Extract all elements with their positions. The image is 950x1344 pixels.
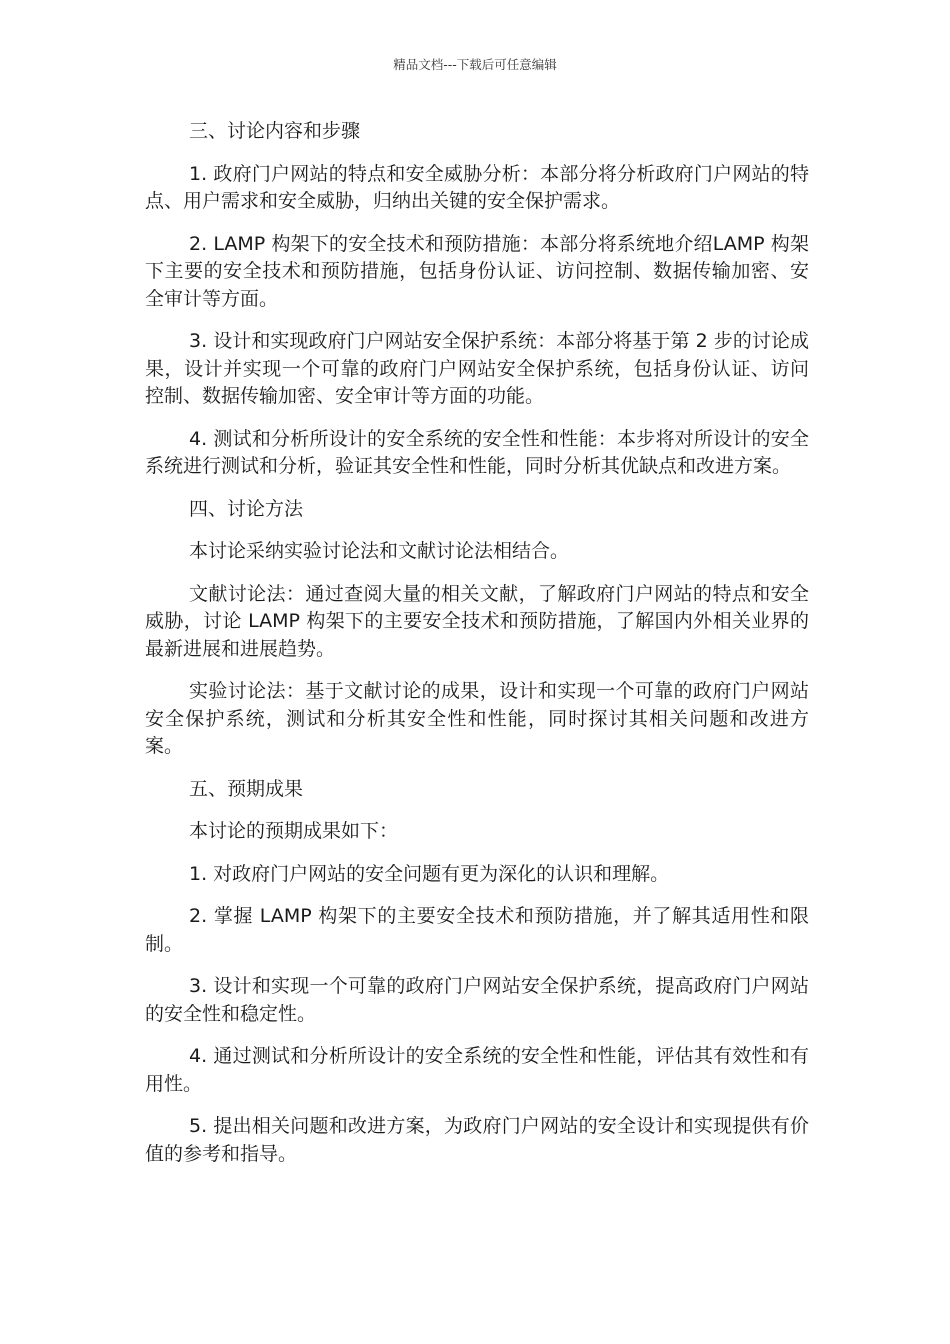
paragraph-results-intro: 本讨论的预期成果如下： bbox=[189, 820, 399, 842]
paragraph-experimental-method: 实验讨论法：基于文献讨论的成果，设计和实现一个可靠的政府门户网站安全保护系统，测试和分析其安全性和性能，同时探讨其相关问题和改进方案。 bbox=[145, 680, 809, 757]
paragraph-step-4: 4. 测试和分析所设计的安全系统的安全性和性能：本步将对所设计的安全系统进行测试和分析，验证其安全性和性能，同时分析其优缺点和改进方案。 bbox=[145, 427, 809, 477]
paragraph-result-4: 4. 通过测试和分析所设计的安全系统的安全性和性能，评估其有效性和有用性。 bbox=[145, 1045, 809, 1095]
section-heading-expected-results: 五、预期成果 bbox=[189, 777, 304, 800]
paragraph-literature-method: 文献讨论法：通过查阅大量的相关文献，了解政府门户网站的特点和安全威胁，讨论 LAMP 构架下的主要安全技术和预防措施，了解国内外相关业界的最新进展和进展趋势。 bbox=[145, 582, 809, 660]
paragraph-result-2: 2. 掌握 LAMP 构架下的主要安全技术和预防措施，并了解其适用性和限制。 bbox=[145, 905, 809, 955]
paragraph-result-5: 5. 提出相关问题和改进方案，为政府门户网站的安全设计和实现提供有价值的参考和指导。 bbox=[145, 1115, 809, 1165]
section-heading-content-steps: 三、讨论内容和步骤 bbox=[189, 120, 361, 142]
paragraph-result-3: 3. 设计和实现一个可靠的政府门户网站安全保护系统，提高政府门户网站的安全性和稳定性。 bbox=[145, 975, 809, 1025]
paragraph-methods-intro: 本讨论采纳实验讨论法和文献讨论法相结合。 bbox=[189, 540, 570, 562]
paragraph-step-3: 3. 设计和实现政府门户网站安全保护系统：本部分将基于第 2 步的讨论成果，设计并实现一个可靠的政府门户网站安全保护系统，包括身份认证、访问控制、数据传输加密、安全审计等方面的功能。 bbox=[145, 330, 809, 407]
paragraph-step-1: 1. 政府门户网站的特点和安全威胁分析：本部分将分析政府门户网站的特点、用户需求和安全威胁，归纳出关键的安全保护需求。 bbox=[145, 162, 809, 212]
paragraph-step-2: 2. LAMP 构架下的安全技术和预防措施：本部分将系统地介绍LAMP 构架下主要的安全技术和预防措施，包括身份认证、访问控制、数据传输加密、安全审计等方面。 bbox=[145, 232, 809, 310]
section-heading-methods: 四、讨论方法 bbox=[189, 497, 304, 520]
document-body bbox=[145, 118, 809, 1183]
paragraph-result-1: 1. 对政府门户网站的安全问题有更为深化的认识和理解。 bbox=[189, 862, 670, 885]
page-header: 精品文档---下载后可任意编辑 bbox=[393, 57, 557, 72]
